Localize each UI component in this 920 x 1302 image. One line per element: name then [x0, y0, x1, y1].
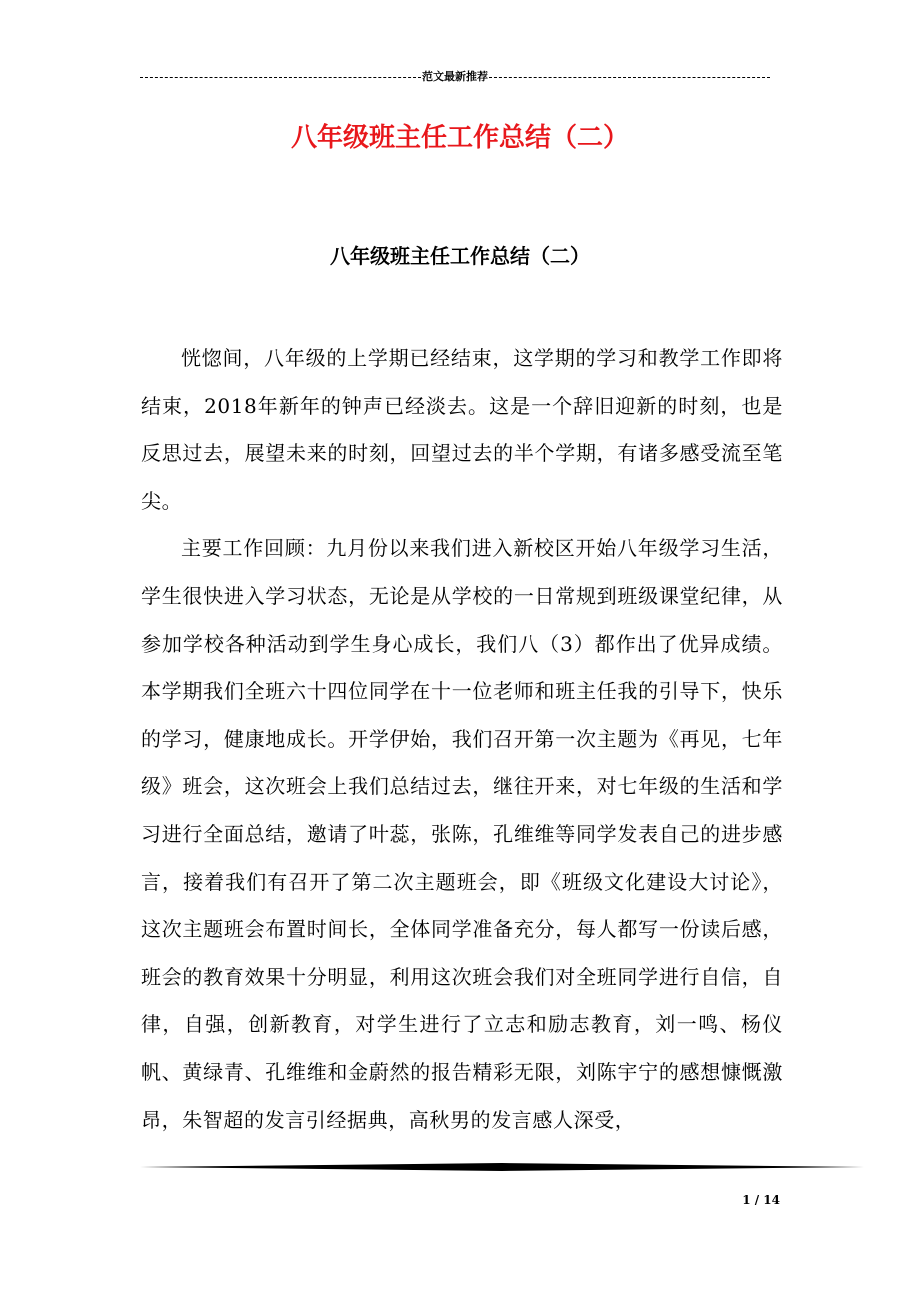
header-dashed-line-right [489, 77, 770, 78]
document-title: 八年级班主任工作总结（二） [290, 123, 629, 153]
page-number: 1 / 14 [742, 1193, 780, 1207]
footer-rule [140, 1163, 864, 1171]
document-body [141, 335, 783, 1144]
page-header [140, 70, 770, 84]
header-dashed-line-left [140, 77, 421, 78]
body-paragraph: 主要工作回顾：九月份以来我们进入新校区开始八年级学习生活，学生很快进入学习状态，无论是从学校的一日常规到班级课堂纪律，从参加学校各种活动到学生身心成长，我们八（3）都作出了优异成绩。本学期我们全班六十四位同学在十一位老师和班主任我的引导下，快乐的学习，健康地成长。开学伊始，我们召开第一次主题为《再见，七年级》班会，这次班会上我们总结过去，继往开来，对七年级的生活和学习进行全面总结，邀请了叶蕊，张陈，孔维维等同学发表自己的进步感言，接着我们有召开了第二次主题班会，即《班级文化建设大讨论》，这次主题班会布置时间长，全体同学准备充分，每人都写一份读后感，班会的教育效果十分明显，利用这次班会我们对全班同学进行自信，自律，自强，创新教育，对学生进行了立志和励志教育，刘一鸣、杨仪帆、黄绿青、孔维维和金蔚然的报告精彩无限，刘陈宇宁的感想慷慨激昂，朱智超的发言引经据典，高秋男的发言感人深受， [141, 536, 783, 1132]
body-paragraph: 恍惚间，八年级的上学期已经结束，这学期的学习和教学工作即将结束，2018年新年的钟声已经淡去。这是一个辞旧迎新的时刻，也是反思过去，展望未来的时刻，回望过去的半个学期，有诸多感受流至笔尖。 [141, 346, 783, 513]
document-subtitle: 八年级班主任工作总结（二） [330, 244, 590, 268]
header-label: 范文最新推荐 [422, 70, 488, 83]
